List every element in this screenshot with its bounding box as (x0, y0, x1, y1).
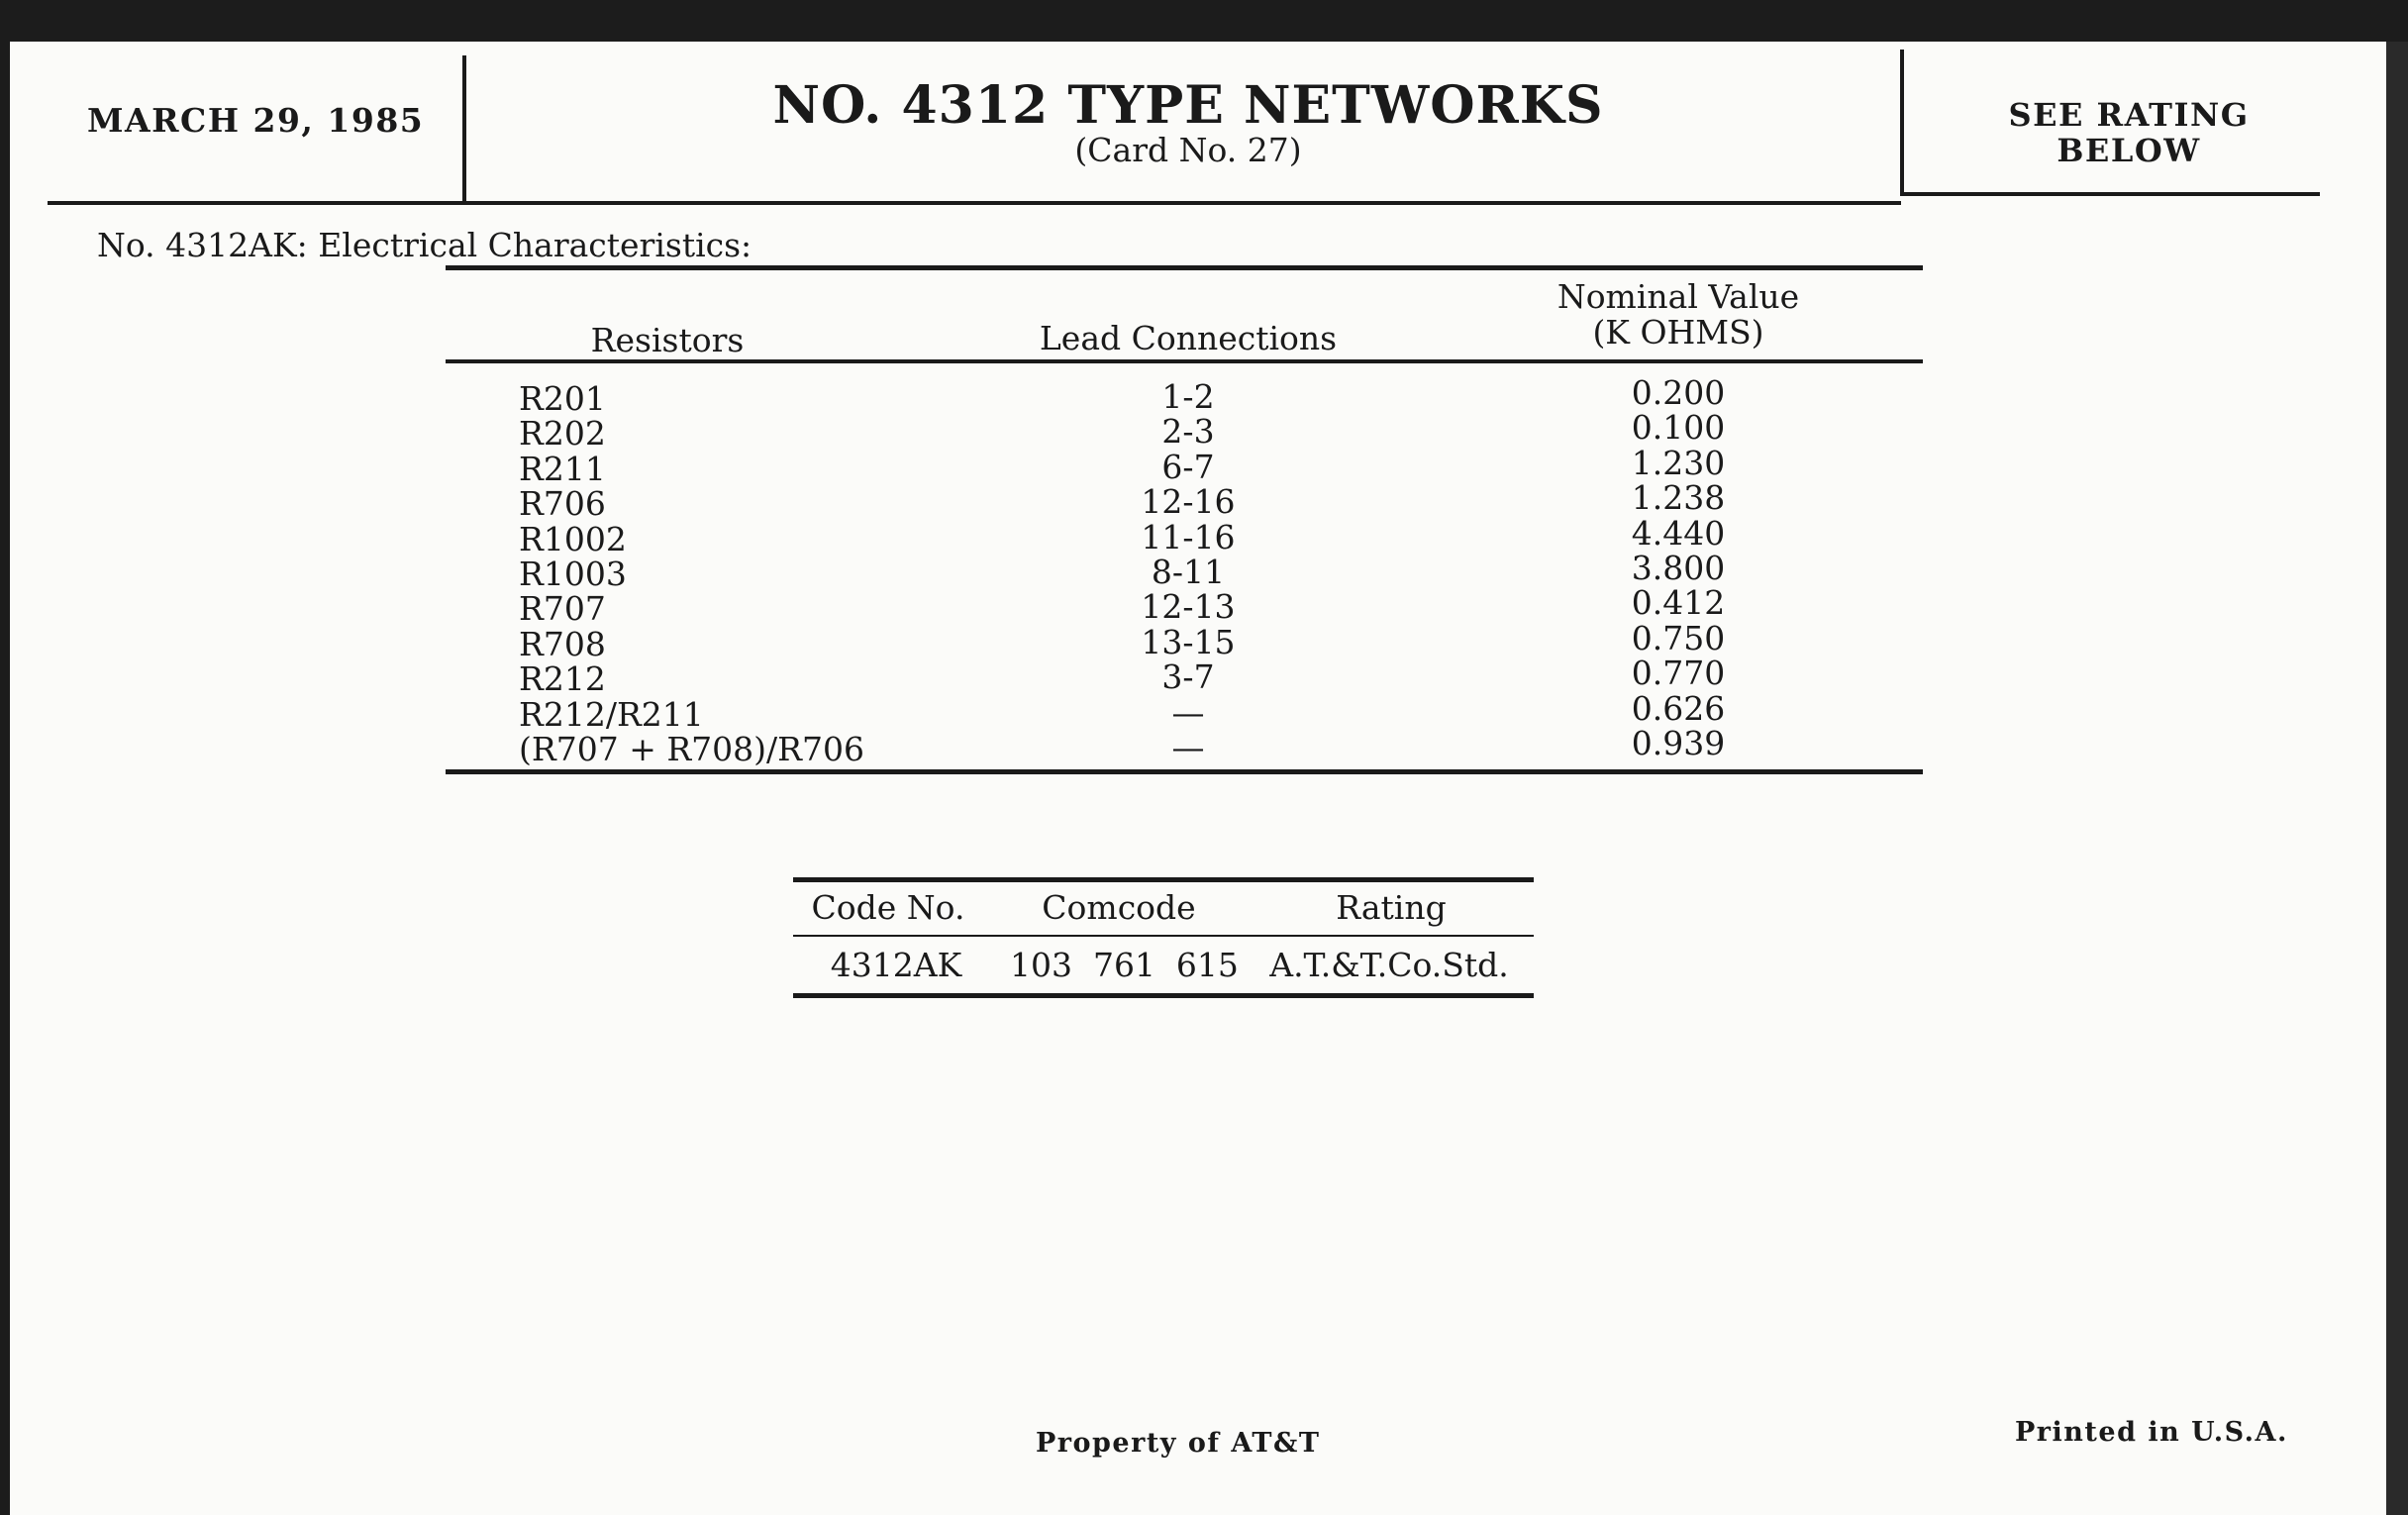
column-header-rating: Rating (1336, 888, 1447, 927)
table-cell-lead: 13-15 (1141, 622, 1236, 661)
lead-connections-column (1000, 379, 1376, 764)
table-cell-value: 0.939 (1631, 723, 1726, 762)
column-header-code-no: Code No. (811, 888, 965, 927)
table-header-rule (446, 359, 1923, 363)
code-table-bottom-rule (793, 993, 1534, 998)
table-cell-value: 3.800 (1631, 548, 1726, 587)
table-cell-lead: 11-16 (1141, 517, 1236, 556)
table-cell-value: 4.440 (1631, 513, 1726, 553)
code-no-cell: 4312AK (830, 946, 962, 984)
rating-note-line1: SEE RATING (2008, 96, 2250, 134)
table-cell-value: 0.200 (1631, 373, 1726, 412)
table-cell-value: 1.230 (1631, 443, 1726, 482)
table-cell-resistor: R1002 (519, 519, 627, 558)
column-header-resistors: Resistors (590, 321, 745, 359)
column-header-nominal-value (1530, 279, 1827, 351)
table-cell-value: 0.770 (1631, 654, 1726, 693)
nominal-value-label: Nominal Value (1556, 277, 1800, 316)
resistors-column (519, 381, 864, 766)
header-divider-left (462, 55, 466, 202)
table-cell-resistor: R212/R211 (519, 694, 704, 734)
table-cell-value: 0.750 (1631, 618, 1726, 657)
header-rule-right (1900, 192, 2320, 196)
header-divider-right (1900, 50, 1904, 194)
rating-note-line2: BELOW (2057, 132, 2201, 169)
table-cell-lead: 2-3 (1161, 412, 1215, 452)
code-table-top-rule (793, 877, 1534, 882)
nominal-value-unit: (K OHMS) (1592, 313, 1764, 352)
printed-notice: Printed in U.S.A. (2015, 1417, 2288, 1448)
table-cell-lead: 3-7 (1161, 657, 1215, 697)
column-header-lead-connections: Lead Connections (1039, 319, 1338, 357)
nominal-value-column (1530, 375, 1827, 760)
page-title: NO. 4312 TYPE NETWORKS (772, 75, 1604, 136)
table-cell-resistor: (R707 + R708)/R706 (519, 729, 864, 768)
table-bottom-rule (446, 769, 1923, 774)
table-cell-resistor: R706 (519, 484, 606, 524)
table-cell-lead: 8-11 (1151, 552, 1226, 591)
issue-date: MARCH 29, 1985 (87, 101, 425, 140)
table-cell-value: 1.238 (1631, 478, 1726, 518)
table-top-rule (446, 265, 1923, 270)
table-cell-resistor: R708 (519, 624, 606, 663)
card-number: (Card No. 27) (1074, 131, 1302, 169)
table-cell-lead: 12-16 (1141, 482, 1236, 522)
code-table-header-rule (793, 935, 1534, 937)
table-cell-value: 0.412 (1631, 583, 1726, 623)
table-cell-resistor: R707 (519, 589, 606, 629)
table-cell-lead: — (1171, 727, 1205, 766)
table-cell-lead: 12-13 (1141, 587, 1236, 627)
table-cell-value: 0.100 (1631, 408, 1726, 448)
table-cell-lead: 1-2 (1161, 377, 1215, 416)
table-cell-resistor: R201 (519, 379, 606, 418)
table-cell-resistor: R202 (519, 414, 606, 454)
property-notice: Property of AT&T (1036, 1428, 1321, 1459)
scan-edge (2386, 42, 2408, 1515)
table-cell-lead: — (1171, 692, 1205, 732)
table-cell-resistor: R211 (519, 449, 606, 488)
rating-cell: A.T.&T.Co.Std. (1269, 946, 1509, 984)
rating-note (1921, 97, 2337, 168)
table-cell-resistor: R212 (519, 659, 606, 699)
header-rule-left (48, 201, 1901, 205)
table-cell-lead: 6-7 (1161, 447, 1215, 486)
column-header-comcode: Comcode (1042, 888, 1196, 927)
table-cell-value: 0.626 (1631, 688, 1726, 728)
comcode-cell: 103 761 615 (1010, 946, 1239, 984)
section-heading: No. 4312AK: Electrical Characteristics: (97, 226, 752, 264)
table-cell-resistor: R1003 (519, 554, 627, 593)
